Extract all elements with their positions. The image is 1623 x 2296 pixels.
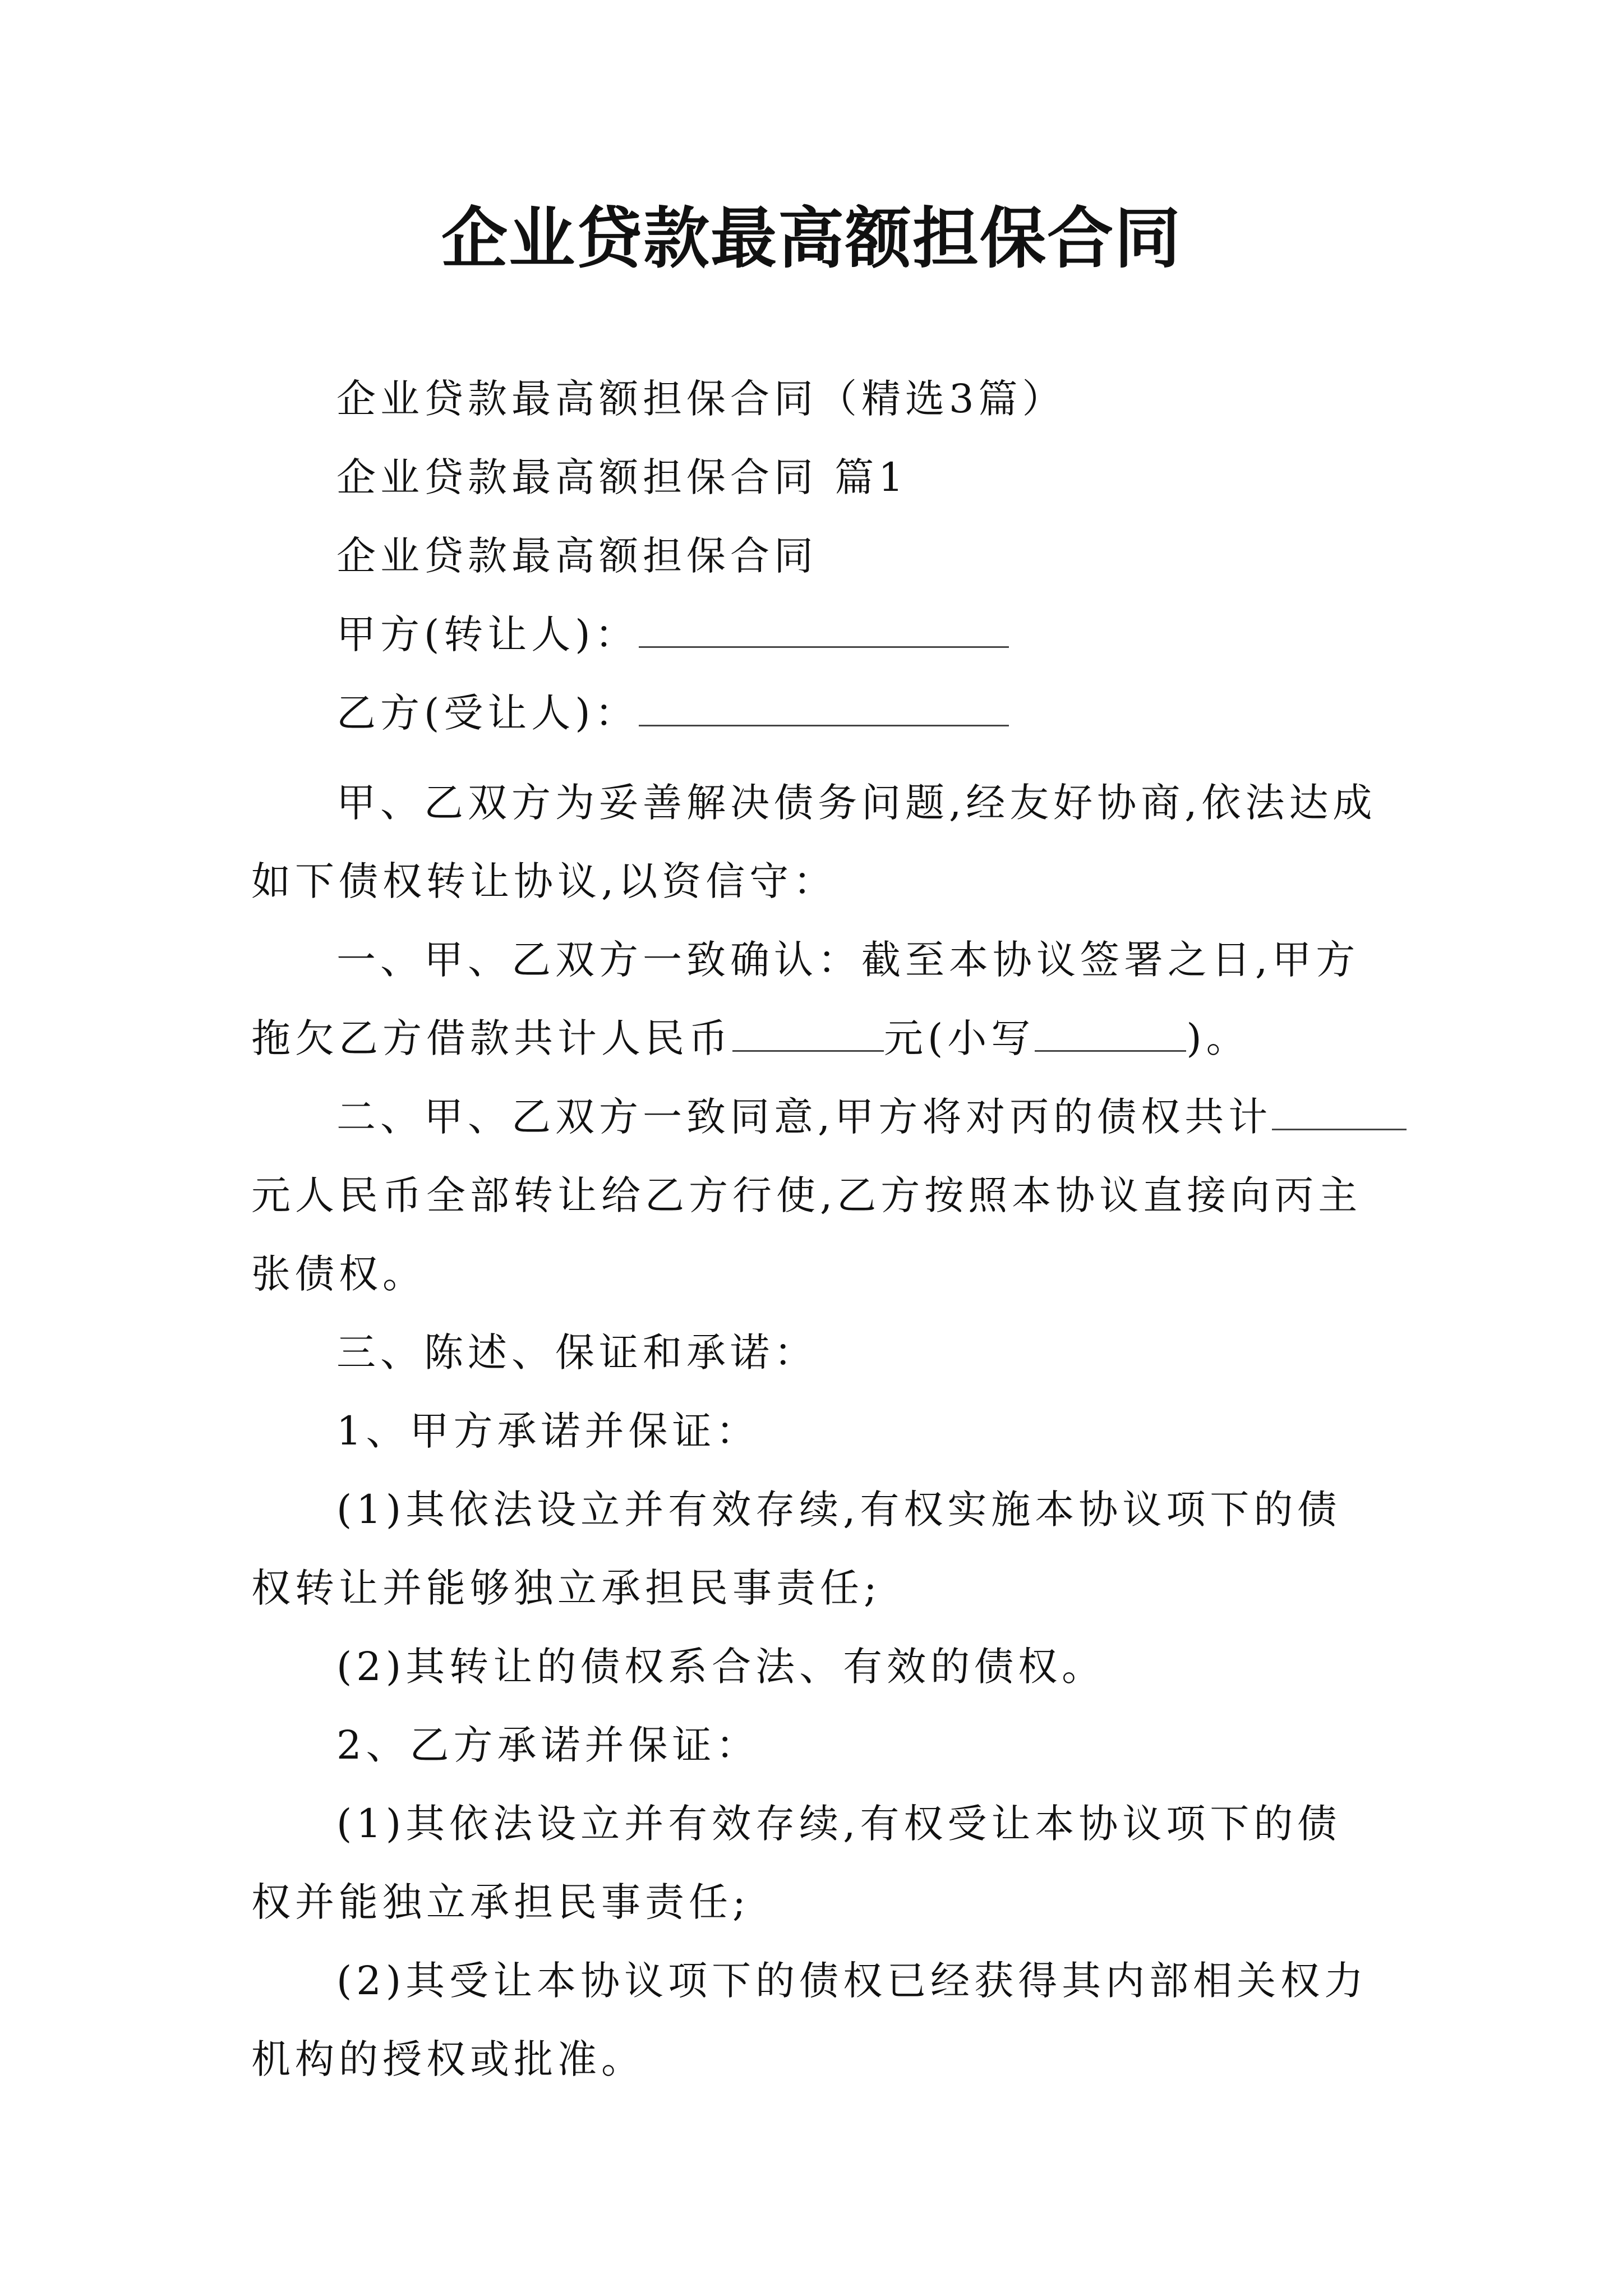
amount-line	[251, 1007, 1250, 1064]
clause-heading: 1、甲方承诺并保证：	[336, 1408, 760, 1454]
party-b-blank[interactable]	[639, 691, 1009, 726]
paragraph-line: (2)其受让本协议项下的债权已经获得其内部相关权力	[336, 1958, 1368, 2004]
paragraph-line: (2)其转让的债权系合法、有效的债权。	[336, 1644, 1106, 1690]
transfer-amount-blank[interactable]	[1272, 1095, 1407, 1130]
party-b-label: 乙方(受让人)：	[336, 690, 639, 736]
party-a-line	[336, 603, 1009, 660]
paragraph-line: 权并能独立承担民事责任;	[251, 1879, 750, 1925]
paragraph-line: 一、甲、乙双方一致确认：截至本协议签署之日,甲方	[336, 937, 1360, 983]
transfer-text: 二、甲、乙双方一致同意,甲方将对丙的债权共计	[336, 1094, 1272, 1140]
clause-heading: 2、乙方承诺并保证：	[336, 1722, 760, 1768]
amount-small-label: 元(小写	[884, 1015, 1035, 1061]
clause-heading: 三、陈述、保证和承诺：	[336, 1329, 818, 1375]
amount-close: )。	[1186, 1015, 1250, 1061]
amount-blank[interactable]	[732, 1016, 884, 1052]
paragraph-line: 机构的授权或批准。	[251, 2036, 645, 2082]
paragraph-line: 张债权。	[251, 1251, 426, 1297]
party-a-label: 甲方(转让人)：	[336, 611, 639, 657]
paragraph-line: (1)其依法设立并有效存续,有权实施本协议项下的债	[336, 1487, 1341, 1533]
amount-label: 拖欠乙方借款共计人民币	[251, 1015, 732, 1061]
subtitle-line: 企业贷款最高额担保合同（精选3篇）	[336, 376, 1066, 422]
paragraph-line: 元人民币全部转让给乙方行使,乙方按照本协议直接向丙主	[251, 1172, 1362, 1218]
paragraph-line: 甲、乙双方为妥善解决债务问题,经友好协商,依法达成	[336, 780, 1377, 826]
amount-small-blank[interactable]	[1035, 1016, 1186, 1052]
section-heading: 企业贷款最高额担保合同 篇1	[336, 454, 908, 500]
party-a-blank[interactable]	[639, 613, 1009, 648]
paragraph-line	[336, 1085, 1407, 1142]
paragraph-line: 如下债权转让协议,以资信守：	[251, 858, 837, 904]
contract-name: 企业贷款最高额担保合同	[336, 533, 818, 579]
party-b-line	[336, 682, 1009, 738]
paragraph-line: (1)其依法设立并有效存续,有权受让本协议项下的债	[336, 1801, 1341, 1847]
paragraph-line: 权转让并能够独立承担民事责任;	[251, 1565, 882, 1611]
document-title: 企业贷款最高额担保合同	[441, 199, 1182, 277]
